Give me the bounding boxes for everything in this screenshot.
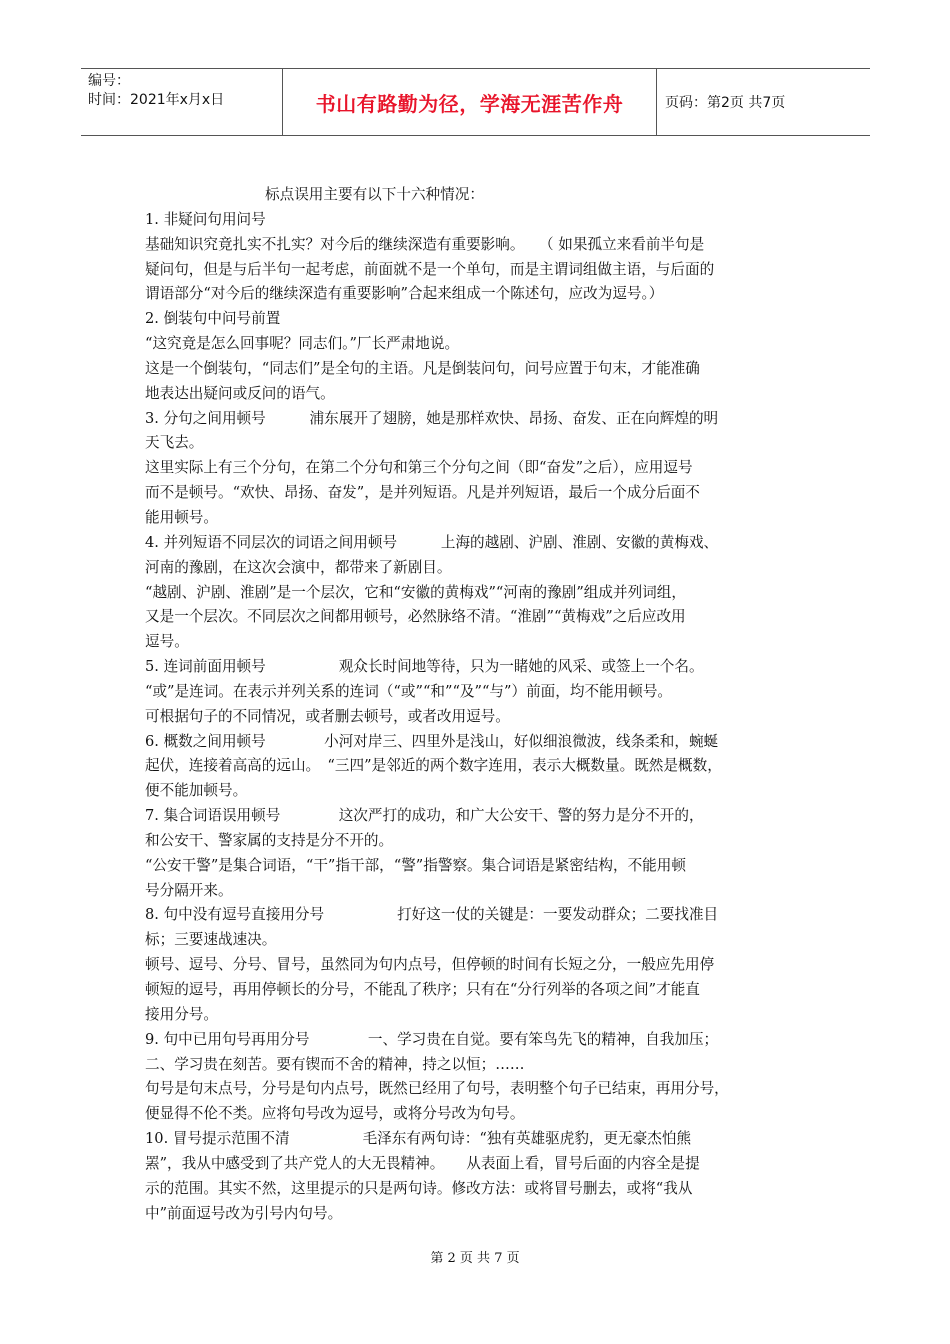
text-line: 9. 句中已用句号再用分号 一、学习贵在自觉。要有笨鸟先飞的精神，自我加压； (145, 1030, 719, 1048)
text-line: 3. 分句之间用顿号 浦东展开了翅膀，她是那样欢快、昂扬、奋发、正在向辉煌的明 (145, 409, 719, 427)
text-line: 示的范围。其实不然，这里提示的只是两句诗。修改方法：或将冒号删去，或将“我从 (145, 1179, 693, 1197)
text-line: 这里实际上有三个分句，在第二个分句和第三个分句之间（即“奋发”之后），应用逗号 (145, 459, 693, 477)
text-line: 罴”，我从中感受到了共产党人的大无畏精神。 从表面上看，冒号后面的内容全是提 (145, 1154, 700, 1172)
text-line: 二、学习贵在刻苦。要有锲而不舍的精神，持之以恒；…… (145, 1055, 525, 1073)
text-line: 顿短的逗号，再用停顿长的分号，不能乱了秩序；只有在“分行列举的各项之间”才能直 (145, 981, 700, 998)
code-label: 编号： (88, 73, 130, 89)
text-line: 而不是顿号。“欢快、昂扬、奋发”，是并列短语。凡是并列短语，最后一个成分后面不 (145, 484, 700, 502)
text-line: 逗号。 (145, 633, 189, 651)
text-line: 接用分号。 (145, 1005, 218, 1023)
text-line: “这究竟是怎么回事呢？同志们。”厂长严肃地说。 (145, 335, 460, 353)
text-line: 6. 概数之间用顿号 小河对岸三、四里外是浅山，好似细浪微波，线条柔和，蜿蜒 (145, 732, 719, 750)
text-line: 4. 并列短语不同层次的词语之间用顿号 上海的越剧、沪剧、淮剧、安徽的黄梅戏、 (145, 533, 719, 551)
text-line: 又是一个层次。不同层次之间都用顿号，必然脉络不清。“淮剧”“黄梅戏”之后应改用 (145, 608, 686, 626)
text-line: 5. 连词前面用顿号 观众长时间地等待，只为一睹她的风采、或签上一个名。 (145, 658, 704, 676)
text-line: 可根据句子的不同情况，或者删去顿号，或者改用逗号。 (145, 707, 510, 725)
text-line: 句号是句末点号，分号是句内点号，既然已经用了句号，表明整个句子已结束，再用分号， (145, 1080, 729, 1098)
text-line: 2. 倒装句中问号前置 (145, 310, 281, 328)
document-body (145, 183, 810, 1226)
page-footer: 第 2 页 共 7 页 (430, 1251, 520, 1266)
page-info: 页码：第2页 共7页 (665, 95, 786, 111)
text-line: 中”前面逗号改为引号内句号。 (145, 1204, 343, 1222)
text-line: 便不能加顿号。 (145, 782, 248, 800)
text-line: 能用顿号。 (145, 508, 218, 526)
text-line: 这是一个倒装句，“同志们”是全句的主语。凡是倒装问句，问号应置于句末，才能准确 (145, 359, 700, 377)
text-line: 河南的豫剧，在这次会演中，都带来了新剧目。 (145, 558, 452, 576)
time-label: 时间：2021年x月x日 (88, 92, 225, 108)
text-line: 号分隔开来。 (145, 881, 233, 899)
header-meta (81, 69, 282, 135)
text-line: 标；三要速战速决。 (145, 931, 277, 949)
text-line: 7. 集合词语误用顿号 这次严打的成功，和广大公安干、警的努力是分不开的， (145, 807, 704, 825)
text-line: 谓语部分“对今后的继续深造有重要影响”合起来组成一个陈述句，应改为逗号。） (145, 285, 664, 303)
motto-text: 书山有路勤为径，学海无涯苦作舟 (315, 91, 624, 116)
text-line: 天飞去。 (145, 434, 204, 452)
text-line: 起伏，连接着高高的远山。 “三四”是邻近的两个数字连用，表示大概数量。既然是概数， (145, 757, 722, 775)
text-line: 顿号、逗号、分号、冒号，虽然同为句内点号，但停顿的时间有长短之分，一般应先用停 (145, 956, 715, 974)
text-line: 1. 非疑问句用问号 (145, 210, 266, 228)
text-line: 地表达出疑问或反问的语气。 (145, 384, 335, 402)
text-line: 10. 冒号提示范围不清 毛泽东有两句诗：“独有英雄驱虎豹，更无豪杰怕熊 (145, 1130, 692, 1148)
text-line: “公安干警”是集合词语，“干”指干部，“警”指警察。集合词语是紧密结构，不能用顿 (145, 856, 686, 874)
document-header (81, 68, 870, 136)
text-line: 便显得不伦不类。应将句号改为逗号，或将分号改为句号。 (145, 1105, 525, 1123)
text-line: “或”是连词。在表示并列关系的连词（“或”“和”“及”“与”）前面，均不能用顿号。 (145, 682, 673, 700)
header-motto-cell (282, 69, 657, 135)
text-line: 标点误用主要有以下十六种情况： (265, 186, 484, 203)
text-line: 基础知识究竟扎实不扎实？对今后的继续深造有重要影响。 （ 如果孤立来看前半句是 (145, 235, 705, 253)
text-line: 8. 句中没有逗号直接用分号 打好这一仗的关键是：一要发动群众；二要找准目 (145, 906, 719, 924)
text-line: 和公安干、警家属的支持是分不开的。 (145, 831, 394, 849)
text-line: 疑问句，但是与后半句一起考虑，前面就不是一个单句，而是主谓词组做主语，与后面的 (145, 260, 715, 278)
header-page-cell (657, 69, 870, 135)
text-line: “越剧、沪剧、淮剧”是一个层次，它和“安徽的黄梅戏”“河南的豫剧”组成并列词组， (145, 583, 686, 601)
